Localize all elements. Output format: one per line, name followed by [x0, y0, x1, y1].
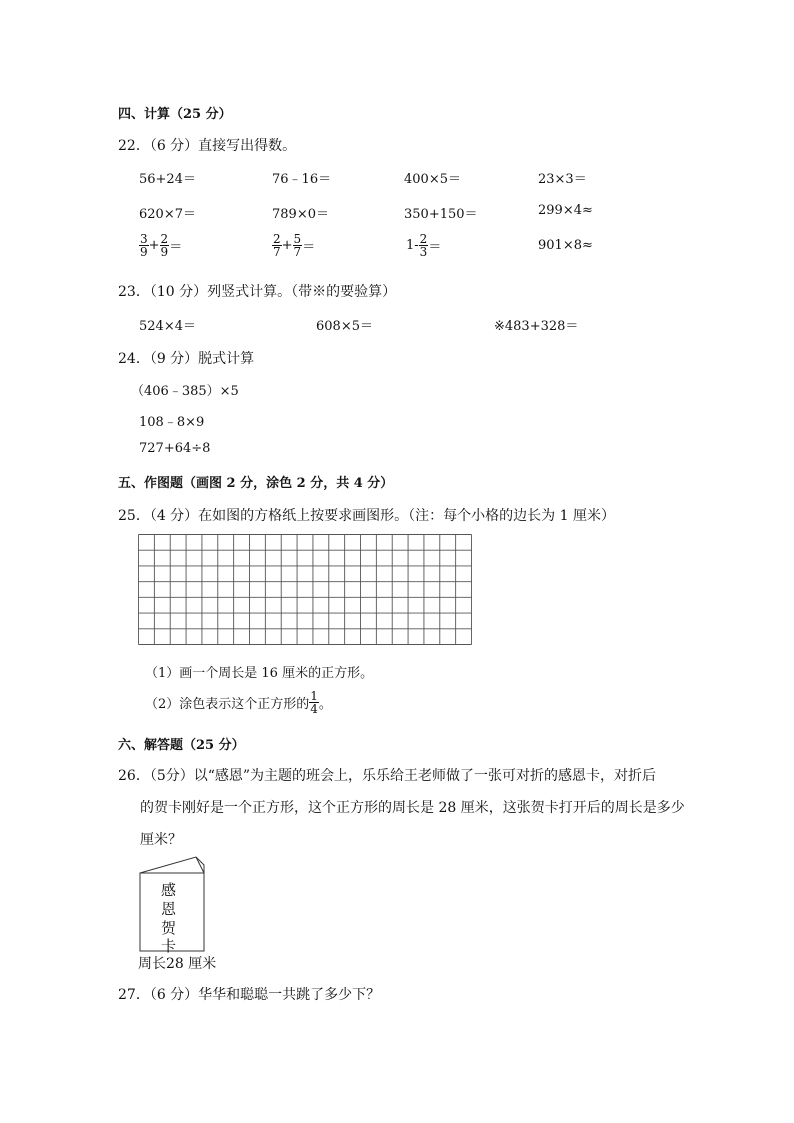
grid-paper	[138, 534, 472, 645]
q24-heading: 24．（9 分）脱式计算	[118, 351, 255, 367]
q22-r1-c4: 23×3＝	[538, 172, 587, 187]
q22-r2-c1: 620×7＝	[139, 207, 196, 222]
section-5-title: 五、作图题（画图 2 分，涂色 2 分，共 4 分）	[118, 476, 394, 491]
q22-r3-c3: 1- $\frac{2}{3}$ ＝	[406, 232, 442, 259]
card-char-4: 卡	[161, 937, 177, 955]
fraction: $\frac{1}{4}$	[310, 689, 318, 716]
q22-r3-c2: $\frac{2}{7}$ + $\frac{5}{7}$ ＝	[273, 232, 316, 259]
fraction: $\frac{5}{7}$	[293, 232, 302, 259]
q25-part-2: （2）涂色表示这个正方形的 $\frac{1}{4}$ 。	[145, 689, 332, 716]
q22-r1-c2: 76﹣16＝	[272, 172, 332, 187]
q25-heading: 25．（4 分）在如图的方格纸上按要求画图形。（注：每个小格的边长为 1 厘米）	[118, 508, 615, 524]
q23-item-3: ※483+328＝	[494, 319, 579, 334]
card-char-3: 贺	[161, 919, 177, 937]
fraction: $\frac{2}{7}$	[273, 232, 281, 259]
fraction: $\frac{3}{9}$	[140, 232, 148, 259]
greeting-card-figure	[138, 855, 218, 955]
section-6-title: 六、解答题（25 分）	[118, 738, 245, 753]
fraction: $\frac{2}{9}$	[160, 232, 169, 259]
q26-line-2: 的贺卡刚好是一个正方形，这个正方形的周长是 28 厘米，这张贺卡打开后的周长是多少	[140, 800, 685, 816]
q22-r1-c1: 56+24＝	[139, 172, 196, 187]
q22-r2-c2: 789×0＝	[272, 207, 329, 222]
q23-heading: 23．（10 分）列竖式计算。（带※的要验算）	[118, 284, 397, 300]
q22-r3-c1: $\frac{3}{9}$ + $\frac{2}{9}$ ＝	[140, 232, 183, 259]
fraction: $\frac{2}{3}$	[419, 232, 428, 259]
card-caption: 周长28 厘米	[138, 956, 217, 972]
q23-item-1: 524×4＝	[139, 319, 196, 334]
q24-item-2: 108﹣8×9	[139, 415, 205, 430]
q27-heading: 27．（6 分）华华和聪聪一共跳了多少下？	[118, 987, 381, 1003]
q25-part-1: （1）画一个周长是 16 厘米的正方形。	[145, 666, 374, 681]
card-char-1: 感	[161, 881, 177, 899]
q24-item-1: （406﹣385）×5	[131, 384, 239, 399]
q24-item-3: 727+64÷8	[139, 441, 211, 456]
greeting-card-drawing	[138, 855, 218, 955]
q22-r2-c4: 299×4≈	[538, 203, 593, 218]
q22-heading: 22．（6 分）直接写出得数。	[118, 138, 297, 154]
q23-item-2: 608×5＝	[316, 319, 373, 334]
q22-r2-c3: 350+150＝	[404, 207, 478, 222]
section-4-title: 四、计算（25 分）	[118, 107, 232, 122]
q22-r1-c3: 400×5＝	[404, 172, 461, 187]
q26-line-3: 厘米？	[140, 832, 182, 848]
q26-line-1: 26．（5分）以“感恩”为主题的班会上，乐乐给王老师做了一张可对折的感恩卡，对折后	[118, 768, 657, 784]
q22-r3-c4: 901×8≈	[538, 238, 593, 253]
card-char-2: 恩	[161, 900, 177, 918]
grid-lines	[138, 534, 472, 645]
